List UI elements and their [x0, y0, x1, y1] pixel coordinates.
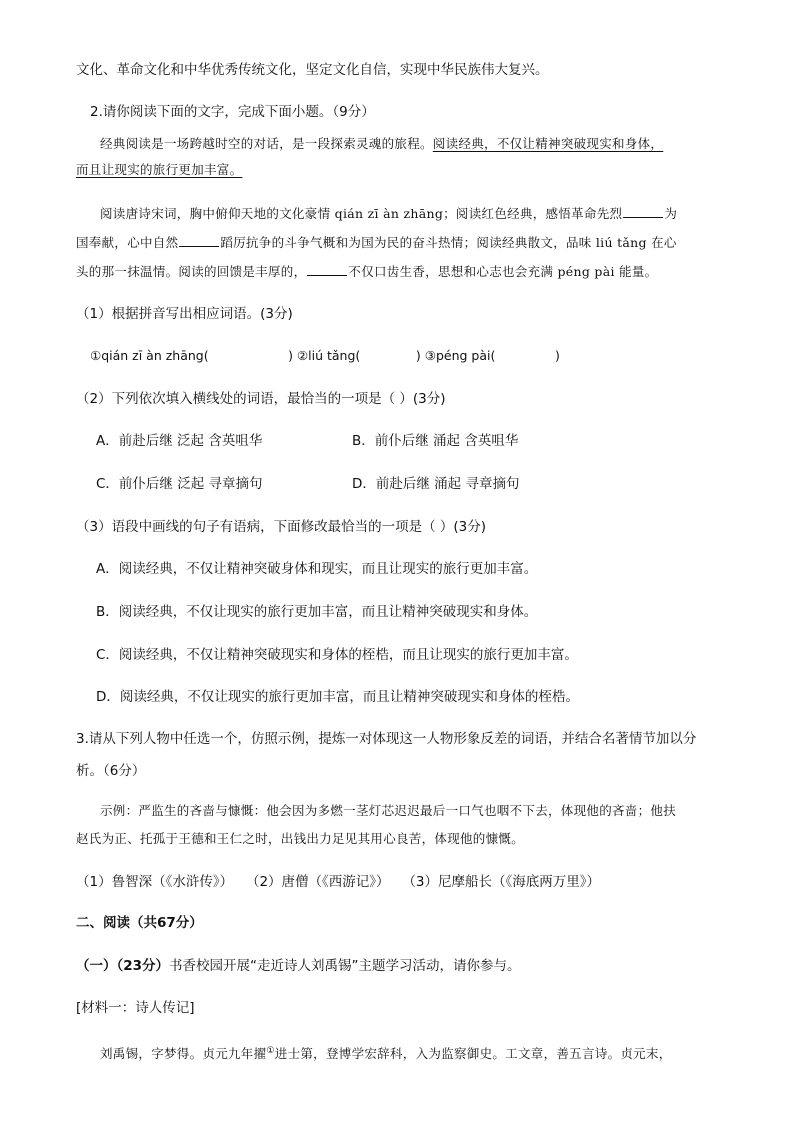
- part-1-line: [76, 956, 734, 976]
- sub-question-1-title: （1）根据拼音写出相应词语。(3分): [76, 306, 293, 322]
- passage-line-1: [76, 134, 734, 154]
- sub-question-2-title: （2）下列依次填入横线处的词语，最恰当的一项是（ ）(3分): [76, 391, 446, 407]
- example-line-2: 赵氏为正、托孤于王德和王仁之时，出钱出力足见其用心良苦，体现他的慷慨。: [76, 831, 525, 846]
- sub3-option-a[interactable]: A．阅读经典，不仅让精神突破身体和现实，而且让现实的旅行更加丰富。: [96, 561, 538, 577]
- fill-blank-2: [179, 234, 219, 247]
- character-choices: （1）鲁智深（《水浒传》） （2）唐僧（《西游记》） （3）尼摩船长（《海底两万里》）: [76, 874, 601, 890]
- underlined-sentence-part-2: 而且让现实的旅行更加丰富。: [76, 162, 243, 177]
- sub3-option-b[interactable]: B．阅读经典，不仅让现实的旅行更加丰富，而且让精神突破现实和身体。: [96, 604, 538, 620]
- passage-para2-line-3: [76, 262, 734, 282]
- material-1-heading: [材料一：诗人传记]: [76, 1000, 195, 1016]
- sub-question-3-title: （3）语段中画线的句子有语病，下面修改最恰当的一项是（ ）(3分): [76, 519, 487, 535]
- passage-line-2: [76, 160, 734, 180]
- para2-text-3a: 头的那一抹温情。阅读的回馈是丰厚的，: [76, 264, 307, 279]
- para2-text-2b: 蹈厉抗争的斗争气概和为国为民的奋斗热情；阅读经典散文，品味 liú tǎng 在心: [220, 235, 677, 250]
- part-1-label: （一）（23分）: [76, 958, 170, 974]
- para2-text-1: 阅读唐诗宋词，胸中俯仰天地的文化豪情 qián zī àn zhāng；阅读红色经典，感悟革命先烈: [100, 206, 623, 221]
- passage-para2-line-2: [76, 233, 734, 253]
- fill-blank-3: [307, 263, 347, 276]
- sub3-option-c[interactable]: C．阅读经典，不仅让精神突破现实和身体的桎梏，而且让现实的旅行更加丰富。: [96, 647, 578, 663]
- bio-text-b: 进士第，登博学宏辞科，入为监察御史。工文章，善五言诗。贞元末，: [274, 1046, 672, 1062]
- para2-text-1b: 为: [664, 206, 678, 221]
- sub2-option-a[interactable]: A．前赴后继 泛起 含英咀华: [96, 433, 263, 449]
- para2-text-2a: 国奉献，心中自然: [76, 235, 179, 250]
- fill-blank-1: [623, 205, 663, 218]
- sub-question-1-items: ①qián zī àn zhāng( ) ②liú tǎng( ) ③péng pài( ): [90, 348, 560, 363]
- question-2-title: 2.请你阅读下面的文字，完成下面小题。（9分）: [90, 104, 375, 120]
- section-2-heading: 二、阅读（共67分）: [76, 915, 203, 931]
- footnote-marker[interactable]: ①: [266, 1046, 275, 1056]
- sub3-option-d[interactable]: D．阅读经典，不仅让现实的旅行更加丰富，而且让精神突破现实和身体的桎梏。: [96, 689, 579, 705]
- bio-text-a: 刘禹锡，字梦得。贞元九年擢: [100, 1046, 267, 1062]
- example-line-1: 示例：严监生的吝啬与慷慨：他会因为多燃一茎灯芯迟迟最后一口气也咽不下去，体现他的吝啬；他扶: [100, 803, 677, 818]
- top-line: 文化、革命文化和中华优秀传统文化，坚定文化自信，实现中华民族伟大复兴。: [76, 62, 549, 78]
- sub2-option-b[interactable]: B．前仆后继 涌起 含英咀华: [352, 433, 519, 449]
- passage-para2-line-1: [76, 204, 734, 224]
- question-3-title-line-1: 3.请从下列人物中任选一个，仿照示例，提炼一对体现这一人物形象反差的词语，并结合名著情节加以分: [76, 731, 697, 747]
- sub2-option-c[interactable]: C．前仆后继 泛起 寻章摘句: [96, 476, 263, 492]
- underlined-sentence-part-1: 阅读经典，不仅让精神突破现实和身体，: [432, 136, 664, 151]
- part-1-text: 书香校园开展“走近诗人刘禹锡”主题学习活动，请你参与。: [169, 958, 521, 974]
- biography-line: [100, 1041, 734, 1064]
- passage-intro: 经典阅读是一场跨越时空的对话，是一段探索灵魂的旅程。: [100, 136, 433, 151]
- sub2-option-d[interactable]: D．前赴后继 涌起 寻章摘句: [352, 476, 520, 492]
- question-3-title-line-2: 析。（6分）: [76, 763, 146, 779]
- para2-text-3b: 不仅口齿生香，思想和心志也会充满 péng pài 能量。: [348, 264, 658, 279]
